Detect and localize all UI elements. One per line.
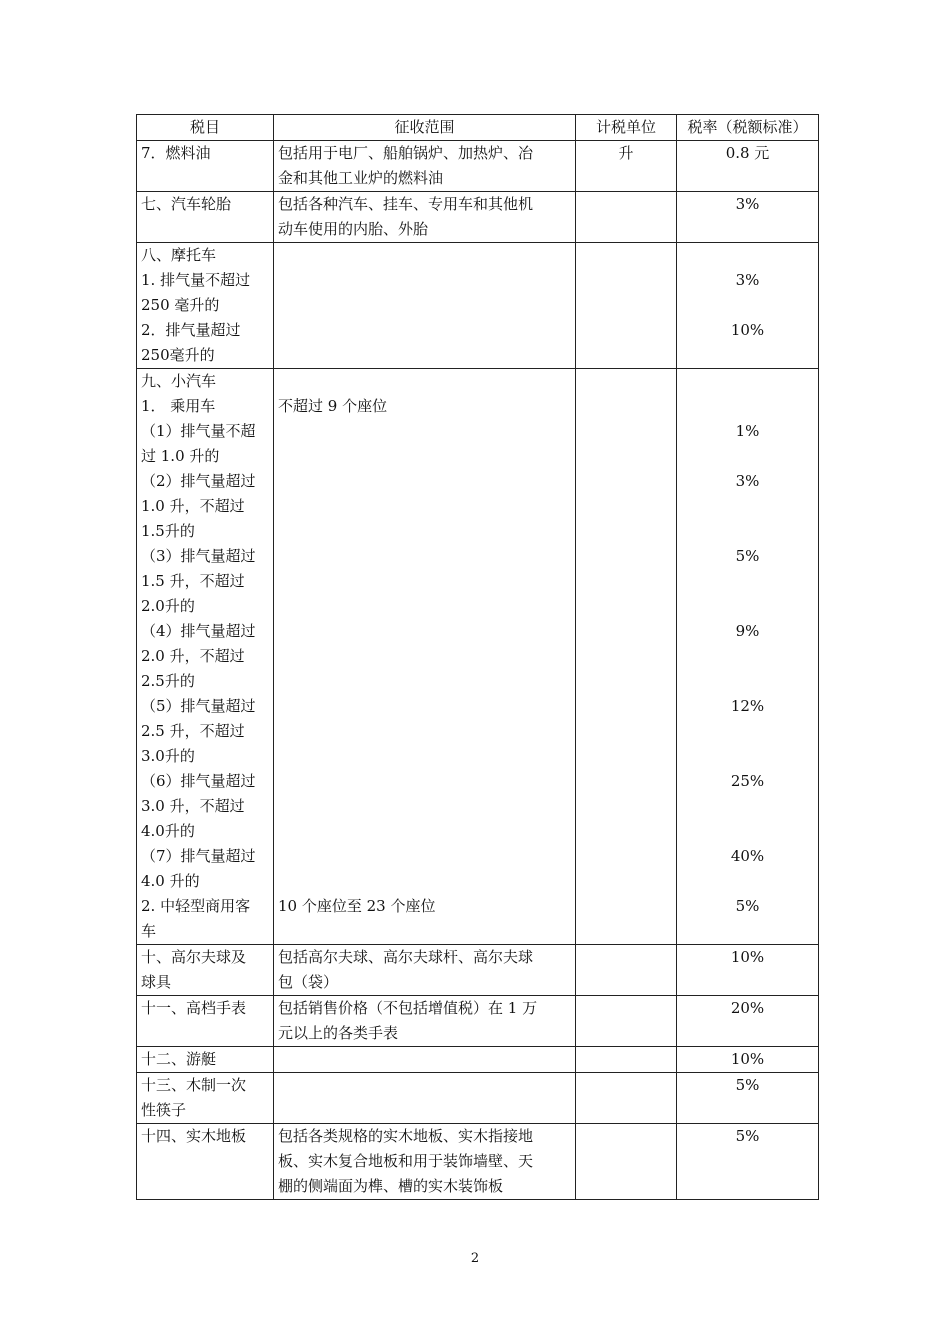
scope-line xyxy=(278,869,571,894)
cell-rate xyxy=(677,243,819,369)
item-line: 性筷子 xyxy=(141,1101,187,1119)
item-line: 十三、木制一次 xyxy=(141,1076,247,1094)
scope-line xyxy=(278,569,571,594)
scope-line: 包括高尔夫球、高尔夫球杆、高尔夫球 xyxy=(278,948,534,966)
rate-line xyxy=(681,519,814,544)
item-line: 1.5升的 xyxy=(141,522,195,540)
scope-line: 包括各种汽车、挂车、专用车和其他机 xyxy=(278,195,534,213)
cell-unit: 升 xyxy=(576,141,677,192)
cell-item xyxy=(137,1073,274,1124)
table-row xyxy=(137,141,819,192)
header-item: 税目 xyxy=(137,115,274,141)
item-line: 十四、实木地板 xyxy=(141,1127,247,1145)
scope-line: 10 个座位至 23 个座位 xyxy=(278,897,436,915)
cell-rate xyxy=(677,996,819,1047)
item-line: （1）排气量不超 xyxy=(141,422,256,440)
rate-line xyxy=(681,394,814,419)
item-line: 1.5 升，不超过 xyxy=(141,572,245,590)
cell-scope xyxy=(274,243,576,369)
cell-unit xyxy=(576,243,677,369)
scope-line: 动车使用的内胎、外胎 xyxy=(278,220,429,238)
item-line: 1.0 升，不超过 xyxy=(141,497,245,515)
rate-line: 40% xyxy=(730,847,765,865)
table-row xyxy=(137,996,819,1047)
scope-line xyxy=(278,719,571,744)
cell-rate xyxy=(677,945,819,996)
item-line: 九、小汽车 xyxy=(141,372,217,390)
table-row xyxy=(137,192,819,243)
scope-line: 金和其他工业炉的燃料油 xyxy=(278,169,444,187)
rate-line: 3% xyxy=(735,195,760,213)
item-line: 十、高尔夫球及 xyxy=(141,948,247,966)
scope-line xyxy=(278,769,571,794)
item-line: 过 1.0 升的 xyxy=(141,447,220,465)
page-number: 2 xyxy=(470,1251,480,1266)
scope-line xyxy=(278,369,571,394)
cell-scope xyxy=(274,996,576,1047)
header-rate: 税率（税额标准） xyxy=(677,115,819,141)
rate-line: 10% xyxy=(730,321,765,339)
scope-line xyxy=(278,469,571,494)
item-line: 4.0升的 xyxy=(141,822,195,840)
table-row xyxy=(137,945,819,996)
scope-line xyxy=(278,669,571,694)
table-row xyxy=(137,369,819,945)
scope-line: 不超过 9 个座位 xyxy=(278,397,388,415)
cell-scope xyxy=(274,141,576,192)
item-line: 2.5 升，不超过 xyxy=(141,722,245,740)
item-line: 球具 xyxy=(141,973,172,991)
item-line: （3）排气量超过 xyxy=(141,547,256,565)
rate-line xyxy=(681,243,814,268)
item-line: 1． 乘用车 xyxy=(141,397,216,415)
cell-scope xyxy=(274,1124,576,1200)
rate-line: 5% xyxy=(735,1076,760,1094)
rate-line xyxy=(681,594,814,619)
table-row xyxy=(137,243,819,369)
scope-line xyxy=(278,544,571,569)
scope-line xyxy=(278,419,571,444)
cell-item xyxy=(137,192,274,243)
cell-unit xyxy=(576,1073,677,1124)
item-line: 七、汽车轮胎 xyxy=(141,195,232,213)
scope-line: 板、实木复合地板和用于装饰墙壁、天 xyxy=(278,1152,534,1170)
rate-line: 25% xyxy=(730,772,765,790)
scope-line xyxy=(278,619,571,644)
cell-item xyxy=(137,1047,274,1073)
rate-line xyxy=(681,494,814,519)
scope-line: 包括各类规格的实木地板、实木指接地 xyxy=(278,1127,534,1145)
item-line: （2）排气量超过 xyxy=(141,472,256,490)
item-line: 2.0升的 xyxy=(141,597,195,615)
cell-item xyxy=(137,369,274,945)
cell-scope xyxy=(274,945,576,996)
rate-line: 5% xyxy=(735,1127,760,1145)
scope-line xyxy=(278,744,571,769)
header-unit: 计税单位 xyxy=(576,115,677,141)
rate-line: 0.8 元 xyxy=(725,144,770,162)
cell-scope xyxy=(274,369,576,945)
tax-table xyxy=(136,114,819,1200)
table-row xyxy=(137,1124,819,1200)
rate-line xyxy=(681,719,814,744)
item-line: 3.0 升，不超过 xyxy=(141,797,245,815)
item-line: （5）排气量超过 xyxy=(141,697,256,715)
item-line: 250 毫升的 xyxy=(141,296,220,314)
item-line: （4）排气量超过 xyxy=(141,622,256,640)
cell-rate xyxy=(677,141,819,192)
rate-line xyxy=(681,669,814,694)
cell-item xyxy=(137,1124,274,1200)
rate-line xyxy=(681,794,814,819)
scope-line: 包括用于电厂、船舶锅炉、加热炉、冶 xyxy=(278,144,534,162)
scope-line: 包括销售价格（不包括增值税）在 1 万 xyxy=(278,999,538,1017)
cell-scope xyxy=(274,192,576,243)
cell-unit xyxy=(576,996,677,1047)
scope-line xyxy=(278,444,571,469)
rate-line: 5% xyxy=(735,897,760,915)
scope-line xyxy=(278,644,571,669)
rate-line xyxy=(681,744,814,769)
table-body xyxy=(137,141,819,1200)
rate-line xyxy=(681,869,814,894)
item-line: （6）排气量超过 xyxy=(141,772,256,790)
scope-line xyxy=(278,519,571,544)
cell-rate xyxy=(677,1073,819,1124)
cell-unit xyxy=(576,1047,677,1073)
rate-line: 3% xyxy=(735,271,760,289)
item-line: 7．燃料油 xyxy=(141,144,211,162)
scope-line: 元以上的各类手表 xyxy=(278,1024,399,1042)
item-line: 八、摩托车 xyxy=(141,246,217,264)
item-line: 250毫升的 xyxy=(141,346,215,364)
rate-line: 9% xyxy=(735,622,760,640)
header-scope: 征收范围 xyxy=(274,115,576,141)
rate-line: 12% xyxy=(730,697,765,715)
table-row xyxy=(137,1073,819,1124)
scope-line xyxy=(278,594,571,619)
scope-line xyxy=(278,819,571,844)
rate-line xyxy=(681,444,814,469)
cell-rate xyxy=(677,1047,819,1073)
item-line: 十二、游艇 xyxy=(141,1050,217,1068)
rate-line: 20% xyxy=(730,999,765,1017)
rate-line: 10% xyxy=(730,948,765,966)
rate-line: 1% xyxy=(735,422,760,440)
item-line: 3.0升的 xyxy=(141,747,195,765)
cell-item xyxy=(137,996,274,1047)
rate-line: 5% xyxy=(735,547,760,565)
item-line: 2．排气量超过 xyxy=(141,321,241,339)
item-line: 车 xyxy=(141,922,157,940)
cell-scope xyxy=(274,1047,576,1073)
rate-line xyxy=(681,569,814,594)
scope-line xyxy=(278,919,571,944)
rate-line xyxy=(681,819,814,844)
rate-line xyxy=(681,293,814,318)
item-line: 2. 中轻型商用客 xyxy=(141,897,251,915)
rate-line xyxy=(681,343,814,368)
item-line: 4.0 升的 xyxy=(141,872,200,890)
rate-line xyxy=(681,644,814,669)
item-line: 十一、高档手表 xyxy=(141,999,247,1017)
item-line: （7）排气量超过 xyxy=(141,847,256,865)
scope-line xyxy=(278,844,571,869)
item-line: 1. 排气量不超过 xyxy=(141,271,251,289)
cell-unit xyxy=(576,1124,677,1200)
cell-rate xyxy=(677,1124,819,1200)
rate-line: 3% xyxy=(735,472,760,490)
table-row xyxy=(137,1047,819,1073)
item-line: 2.5升的 xyxy=(141,672,195,690)
cell-item xyxy=(137,141,274,192)
scope-line xyxy=(278,794,571,819)
cell-unit xyxy=(576,369,677,945)
cell-scope xyxy=(274,1073,576,1124)
item-line: 2.0 升，不超过 xyxy=(141,647,245,665)
cell-rate xyxy=(677,192,819,243)
header-row xyxy=(137,115,819,141)
cell-unit xyxy=(576,945,677,996)
scope-line: 包（袋） xyxy=(278,973,339,991)
scope-line: 棚的侧端面为榫、槽的实木装饰板 xyxy=(278,1177,504,1195)
rate-line xyxy=(681,369,814,394)
cell-rate xyxy=(677,369,819,945)
cell-unit xyxy=(576,192,677,243)
rate-line xyxy=(681,919,814,944)
scope-line xyxy=(278,694,571,719)
cell-item xyxy=(137,945,274,996)
cell-item xyxy=(137,243,274,369)
rate-line: 10% xyxy=(730,1050,765,1068)
scope-line xyxy=(278,494,571,519)
